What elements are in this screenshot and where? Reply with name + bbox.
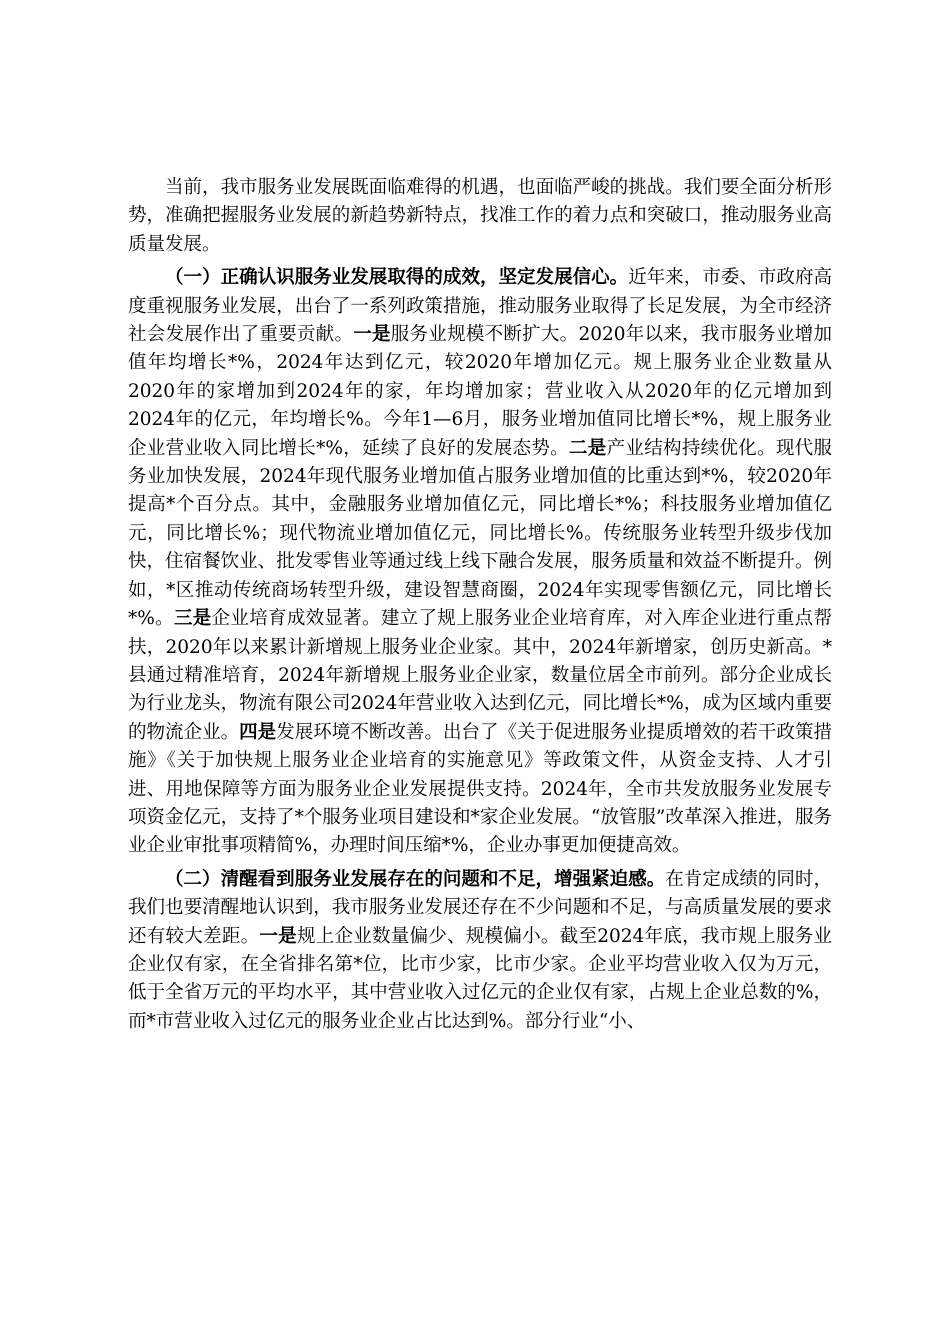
point-marker: 二是: [568, 437, 607, 459]
paragraph-text: 近年来，市委、市政府高度重视服务业发展，出台了一系列政策措施，推动服务业取得了长足发展，为全市经济社会发展作出了重要贡献。: [128, 267, 832, 346]
point-marker: 一是: [259, 925, 297, 947]
paragraph-section-1: [128, 264, 832, 861]
paragraph-text: 产业结构持续优化。现代服务业加快发展，2024年现代服务业增加值占服务业增加值的比重达到*%，较2020年提高*个百分点。其中，金融服务业增加值亿元，同比增长*%；科技服务业增加值亿元，同比增长%；现代物流业增加值亿元，同比增长%。传统服务业转型升级步伐加快，住宿餐饮业、批发零售业等通过线上线下融合发展，服务质量和效益不断提升。例如，*区推动传统商场转型升级，建设智慧商圈，2024年实现零售额亿元，同比增长*%。: [128, 437, 832, 630]
paragraph-intro: [128, 174, 832, 259]
section-heading: （一）正确认识服务业发展取得的成效，坚定发展信心。: [165, 267, 629, 289]
paragraph-text: 企业培育成效显著。建立了规上服务业企业培育库，对入库企业进行重点帮扶，2020年以来累计新增规上服务业企业家。其中，2024年新增家，创历史新高。*县通过精准培育，2024年新增规上服务业企业家，数量位居全市前列。部分企业成长为行业龙头，物流有限公司2024年营业收入达到亿元，同比增长*%，成为区域内重要的物流企业。: [128, 608, 832, 743]
section-heading: （二）清醒看到服务业发展存在的问题和不足，增强紧迫感。: [165, 868, 666, 890]
document-body: [128, 174, 832, 1041]
point-marker: 三是: [173, 608, 212, 630]
point-marker: 一是: [353, 324, 391, 346]
point-marker: 四是: [239, 721, 277, 743]
paragraph-text: 规上企业数量偏少、规模偏小。截至2024年底，我市规上服务业企业仅有家，在全省排名第*位，比市少家，比市少家。企业平均营业收入仅为万元，低于全省万元的平均水平，其中营业收入过亿元的企业仅有家，占规上企业总数的%，而*市营业收入过亿元的服务业企业占比达到%。部分行业“小、: [128, 925, 832, 1032]
paragraph-text: 在肯定成绩的同时，我们也要清醒地认识到，我市服务业发展还存在不少问题和不足，与高质量发展的要求还有较大差距。: [128, 868, 832, 947]
paragraph-text: 发展环境不断改善。出台了《关于促进服务业提质增效的若干政策措施》《关于加快规上服务业企业培育的实施意见》等政策文件，从资金支持、人才引进、用地保障等方面为服务业企业发展提供支持。2024年，全市共发放服务业发展专项资金亿元，支持了*个服务业项目建设和*家企业发展。“放管服”改革深入推进，服务业企业审批事项精简%，办理时间压缩*%，企业办事更加便捷高效。: [128, 721, 832, 857]
paragraph-section-2: [128, 866, 832, 1036]
paragraph-text: 服务业规模不断扩大。2020年以来，我市服务业增加值年均增长*%，2024年达到亿元，较2020年增加亿元。规上服务业企业数量从2020年的家增加到2024年的家，年均增加家；营业收入从2020年的亿元增加到2024年的亿元，年均增长%。今年1—6月，服务业增加值同比增长*%，规上服务业企业营业收入同比增长*%，延续了良好的发展态势。: [128, 324, 832, 459]
paragraph-text: 当前，我市服务业发展既面临难得的机遇，也面临严峻的挑战。我们要全面分析形势，准确把握服务业发展的新趋势新特点，找准工作的着力点和突破口，推动服务业高质量发展。: [128, 177, 832, 255]
